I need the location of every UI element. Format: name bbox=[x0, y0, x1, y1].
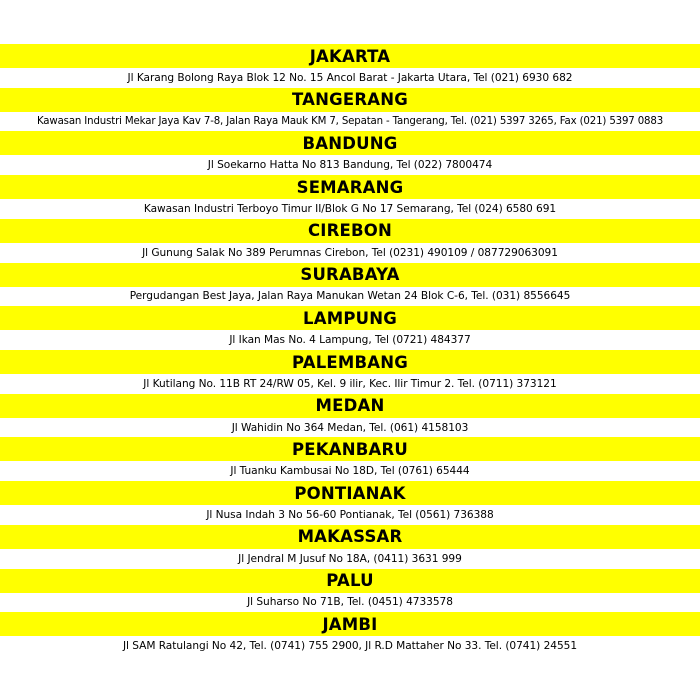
branch-address: Jl Tuanku Kambusai No 18D, Tel (0761) 65444 bbox=[0, 461, 700, 481]
branch-address: Jl Nusa Indah 3 No 56-60 Pontianak, Tel (0561) 736388 bbox=[0, 505, 700, 525]
city-heading: PEKANBARU bbox=[0, 437, 700, 461]
city-heading: TANGERANG bbox=[0, 88, 700, 112]
branch-address: Jl Gunung Salak No 389 Perumnas Cirebon, Tel (0231) 490109 / 087729063091 bbox=[0, 243, 700, 263]
branch-address: Jl Suharso No 71B, Tel. (0451) 4733578 bbox=[0, 593, 700, 613]
branch-address: Jl Karang Bolong Raya Blok 12 No. 15 Ancol Barat - Jakarta Utara, Tel (021) 6930 682 bbox=[0, 68, 700, 88]
branch-address: Jl Ikan Mas No. 4 Lampung, Tel (0721) 484377 bbox=[0, 330, 700, 350]
branch-cirebon bbox=[0, 219, 700, 263]
city-heading: SURABAYA bbox=[0, 263, 700, 287]
branch-pekanbaru bbox=[0, 437, 700, 481]
branch-address: Kawasan Industri Mekar Jaya Kav 7-8, Jalan Raya Mauk KM 7, Sepatan - Tangerang, Tel. (021) 5397 3265, Fax (021) 5397 0883 bbox=[0, 112, 700, 132]
city-heading: PONTIANAK bbox=[0, 481, 700, 505]
branch-palembang bbox=[0, 350, 700, 394]
city-heading: JAKARTA bbox=[0, 44, 700, 68]
branch-semarang bbox=[0, 175, 700, 219]
branch-address: Kawasan Industri Terboyo Timur II/Blok G No 17 Semarang, Tel (024) 6580 691 bbox=[0, 199, 700, 219]
city-heading: PALEMBANG bbox=[0, 350, 700, 374]
city-heading: BANDUNG bbox=[0, 131, 700, 155]
branch-tangerang bbox=[0, 88, 700, 132]
branch-bandung bbox=[0, 131, 700, 175]
branch-lampung bbox=[0, 306, 700, 350]
city-heading: SEMARANG bbox=[0, 175, 700, 199]
branch-address: Pergudangan Best Jaya, Jalan Raya Manukan Wetan 24 Blok C-6, Tel. (031) 8556645 bbox=[0, 287, 700, 307]
branch-address: Jl SAM Ratulangi No 42, Tel. (0741) 755 2900, Jl R.D Mattaher No 33. Tel. (0741) 24551 bbox=[0, 636, 700, 656]
city-heading: JAMBI bbox=[0, 612, 700, 636]
city-heading: LAMPUNG bbox=[0, 306, 700, 330]
branch-palu bbox=[0, 569, 700, 613]
branch-jambi bbox=[0, 612, 700, 656]
branch-address: Jl Kutilang No. 11B RT 24/RW 05, Kel. 9 ilir, Kec. Ilir Timur 2. Tel. (0711) 373121 bbox=[0, 374, 700, 394]
branch-address: Jl Jendral M Jusuf No 18A, (0411) 3631 999 bbox=[0, 549, 700, 569]
branch-surabaya bbox=[0, 263, 700, 307]
branch-address: Jl Wahidin No 364 Medan, Tel. (061) 4158103 bbox=[0, 418, 700, 438]
branch-makassar bbox=[0, 525, 700, 569]
city-heading: CIREBON bbox=[0, 219, 700, 243]
city-heading: MAKASSAR bbox=[0, 525, 700, 549]
city-heading: MEDAN bbox=[0, 394, 700, 418]
branch-list bbox=[0, 44, 700, 656]
city-heading: PALU bbox=[0, 569, 700, 593]
branch-pontianak bbox=[0, 481, 700, 525]
branch-jakarta bbox=[0, 44, 700, 88]
branch-address: Jl Soekarno Hatta No 813 Bandung, Tel (022) 7800474 bbox=[0, 155, 700, 175]
branch-medan bbox=[0, 394, 700, 438]
